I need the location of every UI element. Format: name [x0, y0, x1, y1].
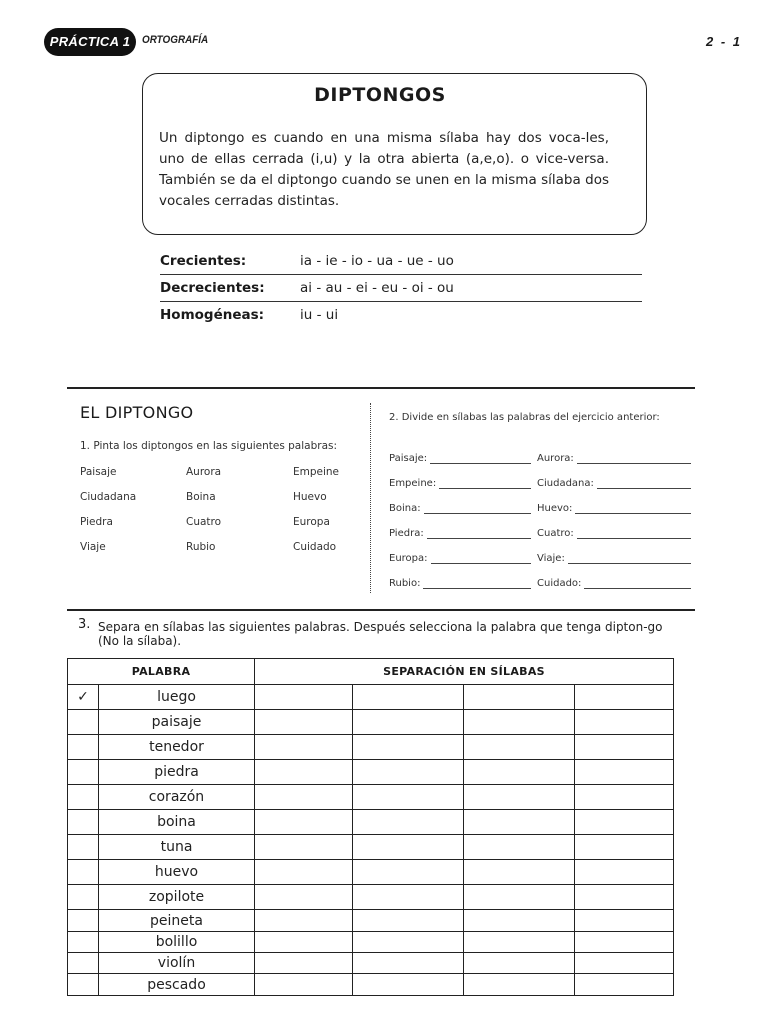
answer-line[interactable]	[431, 552, 531, 564]
word-item: Cuidado	[293, 541, 337, 553]
diphthong-checkbox[interactable]	[68, 932, 99, 953]
syllable-cell[interactable]	[353, 810, 464, 835]
type-label: Crecientes:	[160, 253, 247, 269]
syllable-cell[interactable]	[255, 810, 353, 835]
syllable-cell[interactable]	[575, 785, 674, 810]
word-cell: huevo	[99, 860, 255, 885]
table-row	[68, 685, 674, 710]
table-row	[68, 735, 674, 760]
type-value: ia - ie - io - ua - ue - uo	[300, 253, 454, 269]
word-cell: tenedor	[99, 735, 255, 760]
column-header-syllables: SEPARACIÓN EN SÍLABAS	[255, 659, 674, 685]
syllable-cell[interactable]	[255, 785, 353, 810]
syllable-cell[interactable]	[353, 710, 464, 735]
diphthong-checkbox[interactable]	[68, 953, 99, 974]
word-cell: bolillo	[99, 932, 255, 953]
page-number: 2 - 1	[706, 34, 743, 49]
syllable-cell[interactable]	[255, 735, 353, 760]
syllable-cell[interactable]	[255, 835, 353, 860]
field-label: Europa:	[389, 553, 428, 564]
syllable-cell[interactable]	[255, 685, 353, 710]
diphthong-checkbox[interactable]	[68, 974, 99, 996]
subject-label: ORTOGRAFÍA	[142, 34, 209, 46]
syllable-cell[interactable]	[353, 974, 464, 996]
answer-line[interactable]	[424, 502, 531, 514]
word-list	[80, 463, 360, 556]
syllable-field[interactable]	[537, 446, 697, 464]
syllable-field[interactable]	[389, 571, 537, 589]
word-cell: luego	[99, 685, 255, 710]
syllable-cell[interactable]	[255, 860, 353, 885]
word-cell: zopilote	[99, 885, 255, 910]
syllable-cell[interactable]	[575, 974, 674, 996]
type-row-crecientes	[160, 248, 642, 275]
diphthong-checkbox[interactable]	[68, 735, 99, 760]
field-label: Cuidado:	[537, 578, 582, 589]
syllable-cell[interactable]	[353, 860, 464, 885]
syllable-cell[interactable]	[255, 932, 353, 953]
syllable-cell[interactable]	[255, 885, 353, 910]
syllable-cell[interactable]	[464, 810, 575, 835]
syllable-cell[interactable]	[575, 760, 674, 785]
table-row	[68, 835, 674, 860]
syllable-cell[interactable]	[353, 885, 464, 910]
word-cell: tuna	[99, 835, 255, 860]
syllable-field[interactable]	[389, 546, 537, 564]
word-item: Boina	[186, 491, 216, 503]
diphthong-checkbox[interactable]	[68, 810, 99, 835]
field-label: Viaje:	[537, 553, 565, 564]
syllable-cell[interactable]	[464, 953, 575, 974]
word-cell: paisaje	[99, 710, 255, 735]
section-divider	[67, 609, 695, 611]
table-row	[68, 810, 674, 835]
word-item: Empeine	[293, 466, 340, 478]
syllable-field[interactable]	[389, 521, 537, 539]
syllable-cell[interactable]	[464, 885, 575, 910]
dotted-divider	[370, 403, 371, 593]
word-item: Huevo	[293, 491, 327, 503]
syllable-field[interactable]	[537, 496, 697, 514]
word-item: Rubio	[186, 541, 216, 553]
practice-badge: PRÁCTICA 1	[44, 28, 136, 56]
word-item: Paisaje	[80, 466, 117, 478]
syllable-cell[interactable]	[464, 910, 575, 932]
diphthong-checkbox[interactable]	[68, 835, 99, 860]
syllable-cell[interactable]	[575, 685, 674, 710]
syllable-cell[interactable]	[575, 910, 674, 932]
diphthong-checkbox[interactable]	[68, 785, 99, 810]
word-cell: corazón	[99, 785, 255, 810]
syllable-cell[interactable]	[255, 974, 353, 996]
instruction-2: 2. Divide en sílabas las palabras del ejercicio anterior:	[389, 412, 660, 423]
answer-line[interactable]	[430, 452, 531, 464]
field-label: Aurora:	[537, 453, 574, 464]
syllable-field[interactable]	[537, 571, 697, 589]
answer-line[interactable]	[575, 502, 691, 514]
definition-title: DIPTONGOS	[314, 84, 446, 106]
column-header-word: PALABRA	[68, 659, 255, 685]
syllable-cell[interactable]	[575, 835, 674, 860]
syllable-cell[interactable]	[353, 735, 464, 760]
syllable-cell[interactable]	[575, 860, 674, 885]
type-label: Homogéneas:	[160, 307, 265, 323]
word-item: Ciudadana	[80, 491, 137, 503]
type-row-homogeneas	[160, 302, 642, 328]
syllable-cell[interactable]	[353, 685, 464, 710]
syllable-field[interactable]	[537, 471, 697, 489]
diphthong-types	[160, 248, 642, 328]
word-cell: piedra	[99, 760, 255, 785]
table-row	[68, 953, 674, 974]
diphthong-checkbox[interactable]	[68, 860, 99, 885]
diphthong-checkbox[interactable]	[68, 710, 99, 735]
field-label: Huevo:	[537, 503, 573, 514]
syllable-cell[interactable]	[255, 910, 353, 932]
syllable-table	[67, 658, 674, 996]
word-item: Viaje	[80, 541, 106, 553]
syllable-cell[interactable]	[575, 932, 674, 953]
syllable-field[interactable]	[389, 446, 537, 464]
type-row-decrecientes	[160, 275, 642, 302]
exercise-3-number: 3.	[78, 617, 91, 632]
table-row	[68, 932, 674, 953]
answer-line[interactable]	[439, 477, 531, 489]
word-item: Europa	[293, 516, 330, 528]
word-item: Piedra	[80, 516, 113, 528]
diphthong-checkbox[interactable]	[68, 760, 99, 785]
syllable-cell[interactable]	[353, 760, 464, 785]
answer-line[interactable]	[577, 527, 691, 539]
section-divider	[67, 387, 695, 389]
answer-line[interactable]	[597, 477, 691, 489]
type-label: Decrecientes:	[160, 280, 265, 296]
exercise-3-instruction: Separa en sílabas las siguientes palabras. Después selecciona la palabra que tenga dipton-go (No la sílaba).	[98, 620, 663, 648]
answer-line[interactable]	[427, 527, 531, 539]
table-row	[68, 785, 674, 810]
diphthong-checkbox[interactable]	[68, 885, 99, 910]
field-label: Empeine:	[389, 478, 437, 489]
syllable-cell[interactable]	[255, 760, 353, 785]
field-label: Ciudadana:	[537, 478, 594, 489]
syllable-cell[interactable]	[464, 860, 575, 885]
syllable-field[interactable]	[389, 496, 537, 514]
word-item: Cuatro	[186, 516, 222, 528]
syllable-cell[interactable]	[575, 810, 674, 835]
syllable-cell[interactable]	[575, 885, 674, 910]
syllable-field[interactable]	[537, 521, 697, 539]
syllable-cell[interactable]	[255, 953, 353, 974]
syllable-cell[interactable]	[353, 932, 464, 953]
word-cell: peineta	[99, 910, 255, 932]
table-row	[68, 860, 674, 885]
syllable-cell[interactable]	[464, 932, 575, 953]
syllable-cell[interactable]	[575, 735, 674, 760]
word-item: Aurora	[186, 466, 222, 478]
definition-text: Un diptongo es cuando en una misma sílaba hay dos voca-les, uno de ellas cerrada (i,u) y la otra abierta (a,e,o). o vice-versa. También se da el diptongo cuando se unen en la misma sílaba dos vocales cerradas distintas.	[159, 130, 609, 209]
syllable-cell[interactable]	[353, 953, 464, 974]
field-label: Cuatro:	[537, 528, 574, 539]
syllable-fields	[389, 446, 699, 589]
answer-line[interactable]	[423, 577, 531, 589]
syllable-cell[interactable]	[353, 835, 464, 860]
syllable-cell[interactable]	[575, 710, 674, 735]
word-cell: pescado	[99, 974, 255, 996]
syllable-cell[interactable]	[255, 710, 353, 735]
exercise-block-title: EL DIPTONGO	[80, 403, 194, 422]
syllable-cell[interactable]	[464, 785, 575, 810]
type-value: iu - ui	[300, 307, 339, 323]
table-row	[68, 710, 674, 735]
table-header-row	[68, 659, 674, 685]
syllable-field[interactable]	[537, 546, 697, 564]
diphthong-checkbox[interactable]: ✓	[68, 685, 99, 710]
field-label: Piedra:	[389, 528, 424, 539]
answer-line[interactable]	[568, 552, 691, 564]
answer-line[interactable]	[577, 452, 691, 464]
field-label: Paisaje:	[389, 453, 428, 464]
field-label: Boina:	[389, 503, 421, 514]
syllable-cell[interactable]	[353, 910, 464, 932]
syllable-field[interactable]	[389, 471, 537, 489]
syllable-cell[interactable]	[464, 710, 575, 735]
syllable-cell[interactable]	[464, 685, 575, 710]
syllable-cell[interactable]	[353, 785, 464, 810]
table-row	[68, 974, 674, 996]
diphthong-checkbox[interactable]	[68, 910, 99, 932]
table-row	[68, 910, 674, 932]
syllable-cell[interactable]	[464, 760, 575, 785]
field-label: Rubio:	[389, 578, 421, 589]
syllable-cell[interactable]	[575, 953, 674, 974]
table-row	[68, 885, 674, 910]
instruction-1: 1. Pinta los diptongos en las siguientes palabras:	[80, 440, 338, 452]
syllable-cell[interactable]	[464, 735, 575, 760]
syllable-cell[interactable]	[464, 835, 575, 860]
answer-line[interactable]	[584, 577, 691, 589]
syllable-cell[interactable]	[464, 974, 575, 996]
type-value: ai - au - ei - eu - oi - ou	[300, 280, 454, 296]
word-cell: boina	[99, 810, 255, 835]
word-cell: violín	[99, 953, 255, 974]
table-row	[68, 760, 674, 785]
